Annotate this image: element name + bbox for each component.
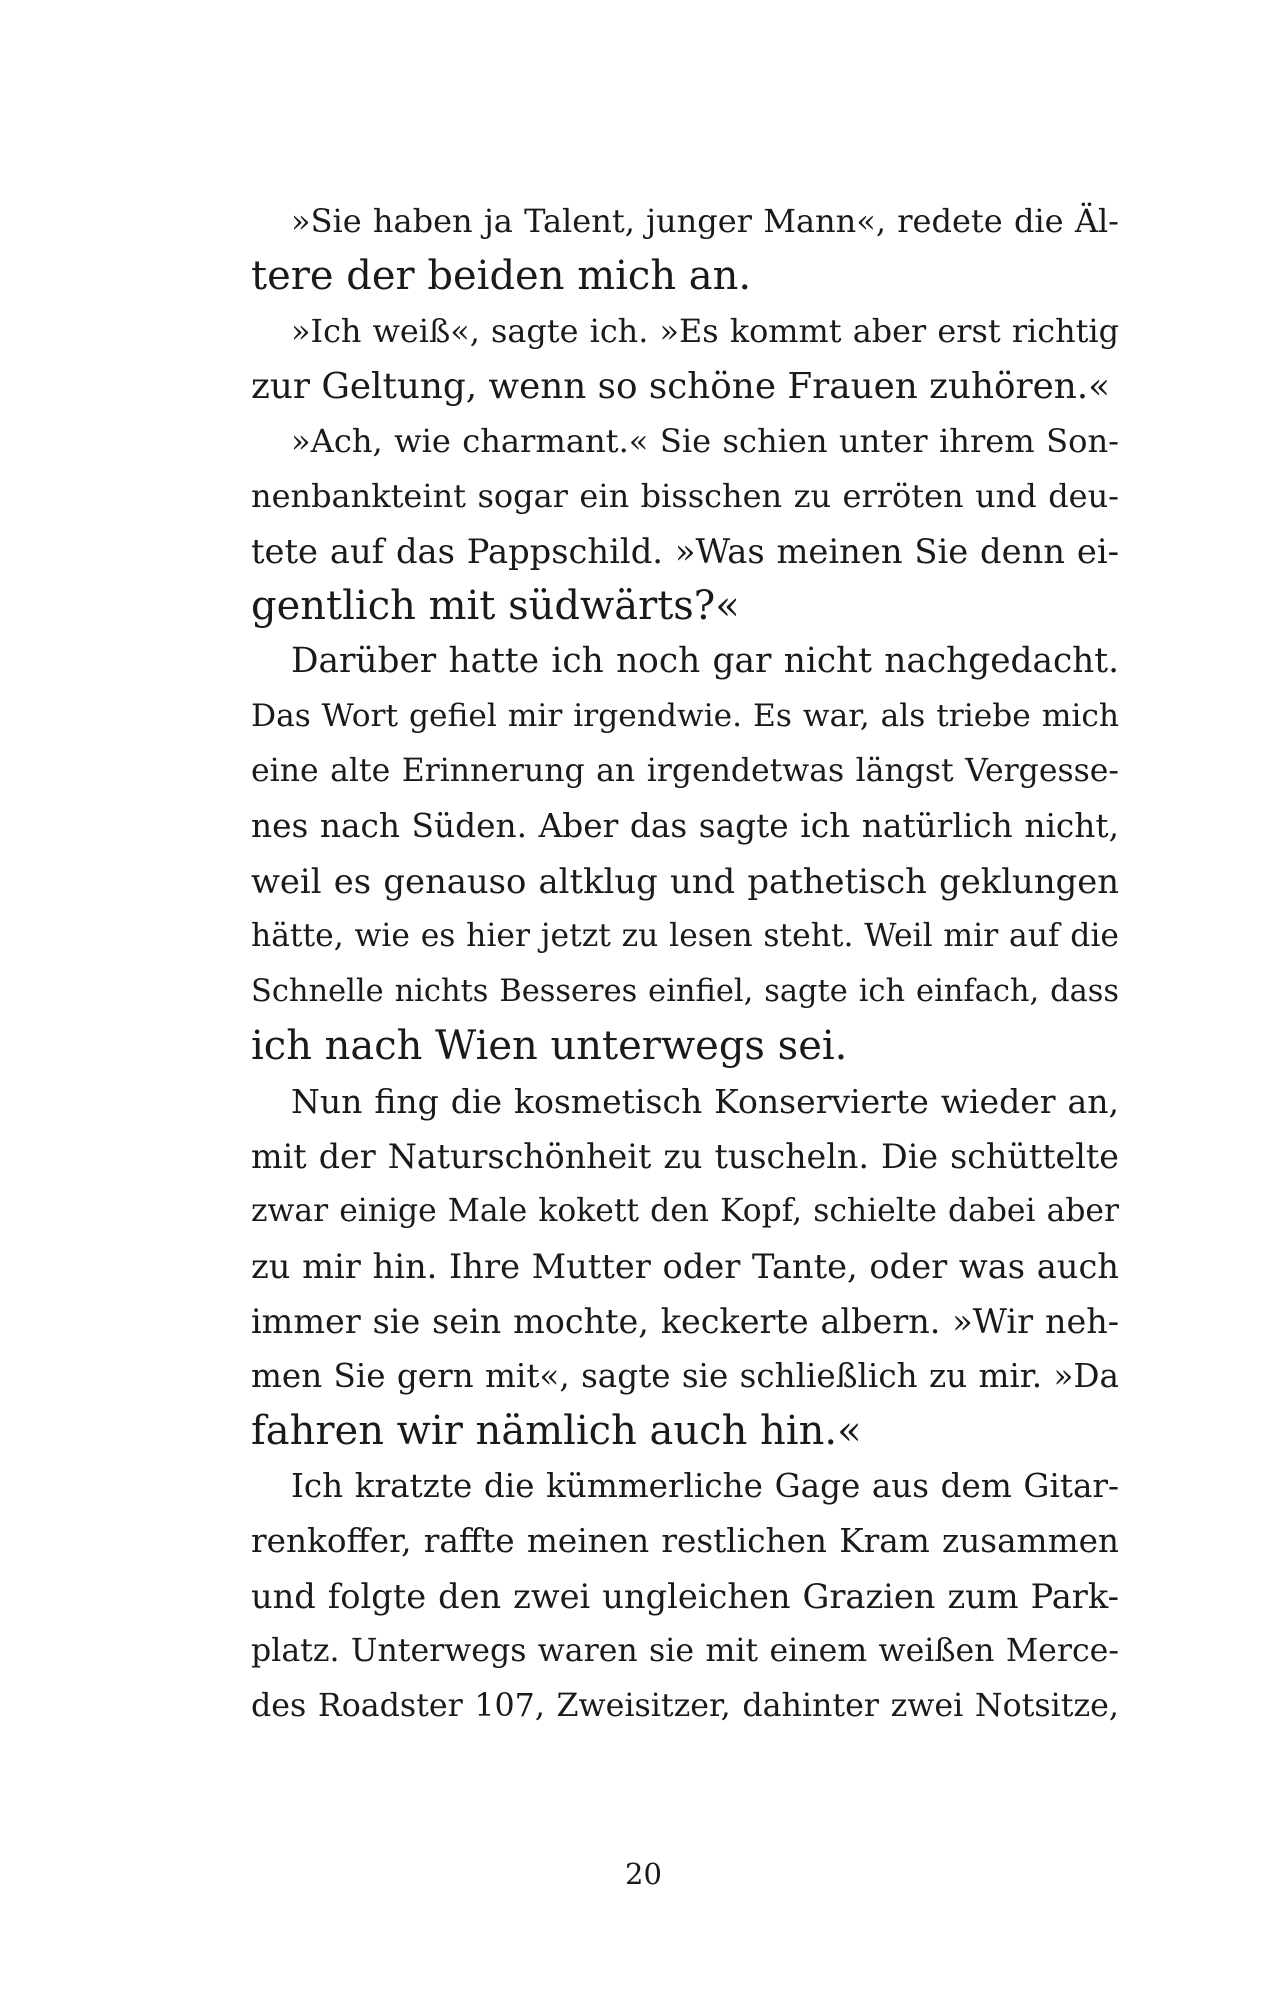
text-line: zu mir hin. Ihre Mutter oder Tante, oder was auch [251, 1247, 1119, 1286]
text-line: »Ach, wie charmant.« Sie schien unter ihrem Son- [291, 422, 1119, 460]
text-line: nenbankteint sogar ein bisschen zu erröten und deu- [251, 477, 1119, 515]
text-line: »Ich weiß«, sagte ich. »Es kommt aber erst richtig [291, 312, 1119, 350]
text-line: zur Geltung, wenn so schöne Frauen zuhören.« [251, 366, 1111, 407]
text-line: platz. Unterwegs waren sie mit einem weißen Merce- [251, 1633, 1119, 1669]
text-line: ich nach Wien unterwegs sei. [251, 1023, 848, 1069]
text-line: fahren wir nämlich auch hin.« [251, 1408, 862, 1454]
text-line: men Sie gern mit«, sagte sie schließlich zu mir. »Da [251, 1357, 1119, 1395]
body-text [251, 194, 1119, 1734]
text-line: hätte, wie es hier jetzt zu lesen steht. Weil mir auf die [251, 918, 1119, 954]
text-line: eine alte Erinnerung an irgendetwas längst Vergesse- [251, 753, 1119, 789]
text-line: tere der beiden mich an. [251, 253, 752, 299]
text-line: »Sie haben ja Talent, junger Mann«, redete die Äl- [291, 202, 1119, 240]
text-line: Schnelle nichts Besseres einfiel, sagte ich einfach, dass [251, 974, 1119, 1009]
text-line: Das Wort gefiel mir irgendwie. Es war, als triebe mich [251, 698, 1119, 734]
text-line: tete auf das Pappschild. »Was meinen Sie denn ei- [251, 532, 1119, 571]
text-line: zwar einige Male kokett den Kopf, schielte dabei aber [251, 1193, 1119, 1229]
text-line: gentlich mit südwärts?« [251, 583, 740, 629]
text-line: weil es genauso altklug und pathetisch geklungen [251, 862, 1119, 901]
text-line: Nun fing die kosmetisch Konservierte wieder an, [291, 1082, 1119, 1121]
text-line: des Roadster 107, Zweisitzer, dahinter zwei Notsitze, [251, 1688, 1119, 1724]
text-line: immer sie sein mochte, keckerte albern. »Wir neh- [251, 1302, 1119, 1341]
text-line: und folgte den zwei ungleichen Grazien zum Park- [251, 1577, 1119, 1616]
text-line: mit der Naturschönheit zu tuscheln. Die schüttelte [251, 1137, 1119, 1176]
page-number: 20 [625, 1857, 662, 1891]
text-line: renkoffer, raffte meinen restlichen Kram zusammen [251, 1522, 1119, 1560]
text-line: Darüber hatte ich noch gar nicht nachgedacht. [291, 641, 1119, 681]
text-line: Ich kratzte die kümmerliche Gage aus dem Gitar- [291, 1467, 1119, 1505]
text-line: nes nach Süden. Aber das sagte ich natürlich nicht, [251, 807, 1119, 845]
